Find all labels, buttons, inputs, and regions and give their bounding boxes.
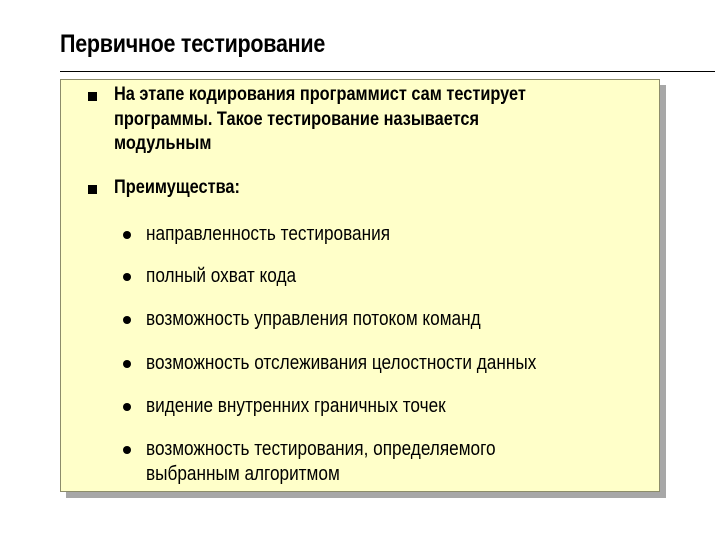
advantage-item <box>146 394 446 419</box>
point-line: модульным <box>114 133 212 154</box>
advantage-line: видение внутренних граничных точек <box>146 395 446 417</box>
round-bullet-icon <box>123 316 131 324</box>
advantage-line: полный охват кода <box>146 265 297 287</box>
advantage-item <box>146 222 390 247</box>
advantage-line: возможность отслеживания целостности данных <box>146 352 537 374</box>
square-bullet-icon <box>88 185 97 194</box>
point-advantages-heading <box>114 176 240 201</box>
round-bullet-icon <box>123 231 131 239</box>
point-line: Преимущества: <box>114 177 240 198</box>
round-bullet-icon <box>123 403 131 411</box>
advantage-line: возможность управления потоком команд <box>146 308 481 330</box>
point-line: На этапе кодирования программист сам тестирует <box>114 84 526 105</box>
square-bullet-icon <box>88 92 97 101</box>
advantage-line: выбранным алгоритмом <box>146 463 340 485</box>
advantage-line: возможность тестирования, определяемого <box>146 438 496 460</box>
advantage-item <box>146 351 536 376</box>
round-bullet-icon <box>123 273 131 281</box>
advantage-line: направленность тестирования <box>146 223 391 245</box>
point-line: программы. Такое тестирование называется <box>114 108 480 130</box>
round-bullet-icon <box>123 360 131 368</box>
round-bullet-icon <box>123 446 131 454</box>
title-rule <box>60 71 715 72</box>
point-modular-testing <box>114 83 526 157</box>
advantage-item <box>146 264 296 289</box>
advantage-item <box>146 437 496 487</box>
advantage-item <box>146 307 481 332</box>
slide-title: Первичное тестирование <box>60 30 326 58</box>
